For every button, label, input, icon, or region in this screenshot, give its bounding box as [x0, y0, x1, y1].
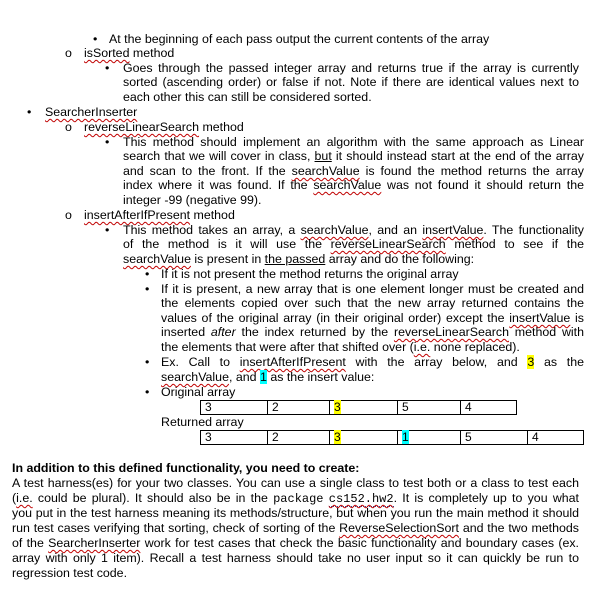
list-item: This method takes an array, a searchValue, and an insertValue. The functionality — [123, 223, 585, 237]
list-item: of the method is it will use the reverseLinearSearch method to see if the — [123, 237, 584, 251]
circle-bullet-icon: o — [65, 208, 72, 222]
bullet-icon: • — [105, 135, 110, 149]
list-item: searchValue, and 1 as the insert value: — [161, 370, 375, 384]
bullet-icon: • — [145, 385, 150, 399]
method-heading-issorted: isSorted method — [84, 46, 175, 60]
list-item: the elements that were after that shifted over (i.e. none replaced). — [161, 340, 520, 354]
list-item: At the beginning of each pass output the current contents of the array — [109, 32, 490, 46]
list-item: If it is not present the method returns the original array — [161, 267, 459, 281]
list-item: each other this can still be considered sorted. — [123, 90, 372, 104]
array-cell: 4 — [528, 431, 584, 445]
paragraph-line: run test cases verifying that sorting, check of sorting of the ReverseSelectionSort and the two methods — [12, 521, 579, 535]
array-cell: 3 — [201, 401, 268, 415]
returned-array-label: Returned array — [161, 415, 244, 429]
bullet-icon: • — [105, 61, 110, 75]
bullet-icon: • — [145, 355, 150, 369]
method-heading-reverselinearsearch: reverseLinearSearch method — [84, 120, 244, 134]
class-heading-searcherinserter: SearcherInserter — [45, 105, 138, 119]
bullet-icon: • — [145, 282, 150, 296]
list-item: integer -99 (negative 99). — [123, 193, 262, 207]
array-cell: 5 — [461, 431, 528, 445]
list-item: searchValue is present in the passed array and do the following: — [123, 252, 475, 266]
method-heading-insertafterifpresent: insertAfterIfPresent method — [84, 208, 235, 222]
array-cell: 2 — [268, 401, 330, 415]
paragraph-line: array with only 1 item). Recall a test harness should take no user input so it can quickly be run to — [12, 551, 579, 565]
array-cell: 3 — [330, 431, 398, 445]
array-cell: 1 — [398, 431, 461, 445]
original-array-label: Original array — [161, 385, 236, 399]
returned-array-table — [200, 430, 584, 445]
table-row — [201, 401, 517, 415]
paragraph-line: of the SearcherInserter work for test cases that check the basic functionality and boundary cases (ex. — [12, 536, 579, 550]
list-item: This method should implement an algorithm with the same approach as Linear — [123, 135, 584, 149]
paragraph-line: you put in the test harness meaning its methods/structure, but when you run the main method it should — [12, 506, 579, 520]
paragraph-line: regression test code. — [12, 566, 128, 580]
bullet-icon: • — [145, 267, 150, 281]
list-item: the elements copied over such that the new array returned contains the — [161, 296, 584, 310]
circle-bullet-icon: o — [65, 120, 72, 134]
list-item: and scan to the front. If the searchValue is found the method returns the array — [123, 164, 584, 178]
paragraph-line: (i.e. could be plural). It should also be in the package cs152.hw2. It is completely up to you what — [12, 491, 579, 506]
list-item: search that we will cover in class, but it should instead start at the end of the array — [123, 149, 584, 163]
section-heading: In addition to this defined functionality, you need to create: — [12, 461, 360, 475]
bullet-icon: • — [105, 223, 110, 237]
array-cell: 5 — [398, 401, 461, 415]
original-array-table — [200, 400, 517, 415]
bullet-icon: • — [93, 32, 98, 46]
list-item: Goes through the passed integer array and returns true if the array is currently — [123, 61, 579, 75]
paragraph-line: A test harness(es) for your two classes. You can use a single class to test both or a class to test each — [12, 476, 579, 490]
array-cell: 4 — [461, 401, 517, 415]
list-item: inserted after the index returned by the reverseLinearSearch method with — [161, 325, 584, 339]
array-cell: 3 — [201, 431, 268, 445]
circle-bullet-icon: o — [65, 46, 72, 60]
array-cell: 2 — [268, 431, 330, 445]
list-item: sorted (ascending order) or false if not. Note if there are identical values next to — [123, 75, 579, 89]
list-item: If it is present, a new array that is one element longer must be created and — [161, 282, 584, 296]
list-item: values of the original array (in their original order) except the insertValue is — [161, 311, 584, 325]
list-item: Ex. Call to insertAfterIfPresent with the array below, and 3 as the — [161, 355, 584, 369]
bullet-icon: • — [27, 105, 32, 119]
list-item: index where it was found. If the searchValue was not found it should return the — [123, 178, 584, 192]
table-row — [201, 431, 584, 445]
array-cell: 3 — [330, 401, 398, 415]
